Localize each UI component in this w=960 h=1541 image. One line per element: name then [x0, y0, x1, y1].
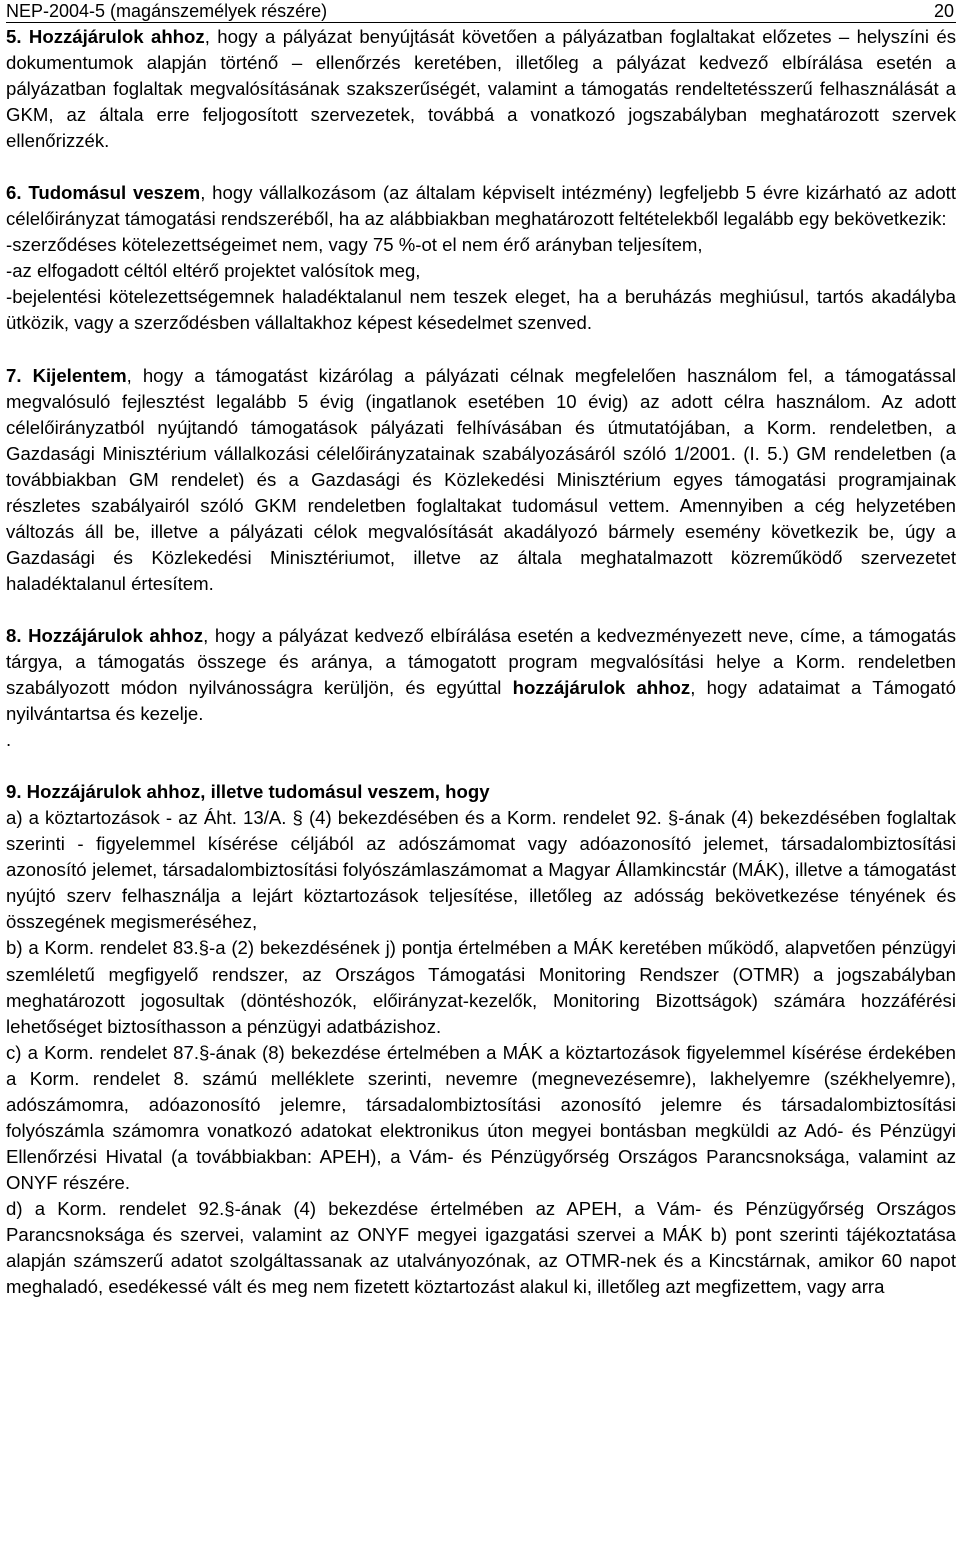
- section-9-item-d: d) a Korm. rendelet 92.§-ának (4) bekezdése értelmében az APEH, a Vám- és Pénzügyőrség Országos Parancsnoksága és szervei, valamint az ONYF megyei igazgatási szervei a MÁK b) pont szerinti tájékoztatása alapján számszerű adatot szolgáltassanak az utalványozónak, az OTMR-nek és a Kincstárnak, amikor 60 napot meghaladó, esedékessé vált és meg nem fizetett köztartozást alakul ki, illetőleg azt megfizettem, vagy arra: [6, 1197, 956, 1298]
- section-6-item-1: -szerződéses kötelezettségeimet nem, vagy 75 %-ot el nem érő arányban teljesítem,: [6, 234, 703, 256]
- page-header: [6, 0, 956, 23]
- section-5: [6, 24, 956, 154]
- section-9-heading-text: 9. Hozzájárulok ahhoz, illetve tudomásul veszem, hogy: [6, 781, 490, 803]
- section-9-item-b: b) a Korm. rendelet 83.§-a (2) bekezdésének j) pontja értelmében a MÁK keretében működő, alapvetően pénzügyi szemléletű megfigyelő rendszer, az Országos Támogatási Monitoring Rendszer (OTMR) a jogszabályban meghatározott jogosultak (döntéshozók, előirányzat-kezelők, Monitoring Bizottságok) számára hozzáférési lehetőséget biztosíthasson a pénzügyi adatbázishoz.: [6, 937, 956, 1037]
- page-number: 20: [933, 1, 954, 21]
- section-6: [6, 180, 956, 232]
- section-8-text-end: , hogy adataimat a Támogató nyilvántartsa és kezelje.: [6, 677, 956, 725]
- header-title: NEP-2004-5 (magánszemélyek részére): [6, 1, 328, 21]
- section-8-dot: .: [6, 729, 12, 751]
- section-5-number: 5.: [6, 26, 22, 47]
- section-5-lead: Hozzájárulok ahhoz: [28, 26, 205, 47]
- section-9-item-c: c) a Korm. rendelet 87.§-ának (8) bekezdése értelmében a MÁK a köztartozások figyelemmel kísérése érdekében a Korm. rendelet 8. számú melléklete szerinti, nevemre (megnevezésemre), lakhelyemre (székhelyemre), adószámomra, adóazonosító jelemre, társadalombiztosítási azonosító jelemre és társadalombiztosítási folyószámla számomra vonatkozó adatokat elektronikus úton megyei bontásban megküldi az Adó- és Pénzügyi Ellenőrzési Hivatal (a továbbiakban: APEH), a Vám- és Pénzügyőrség Országos Parancsnoksága, valamint az ONYF részére.: [6, 1041, 956, 1193]
- document-body: [6, 24, 956, 1300]
- section-7: [6, 363, 956, 597]
- section-5-text: , hogy a pályázat benyújtását követően a pályázatban foglaltakat előzetes – helyszíni és dokumentumok alapján történő – ellenőrzés keretében, illetőleg a pályázat kedvező elbírálása esetén a pályázatban foglaltak megvalósításának szakszerűségét, valamint a támogatás rendeltetésszerű felhasználását a GKM, az általa erre feljogosított szervezetek, továbbá a vonatkozó jogszabályban meghatározott szervek ellenőrizzék.: [6, 26, 956, 152]
- section-8-bold-consent: hozzájárulok ahhoz: [512, 677, 691, 699]
- section-6-item-2: -az elfogadott céltól eltérő projektet valósítok meg,: [6, 260, 421, 282]
- section-7-text: , hogy a támogatást kizárólag a pályázati célnak megfelelően használom fel, a támogatással megvalósuló fejlesztést legalább 5 évig (ingatlanok esetében 10 évig) az adott célra használom. Az adott célelőirányzatból nyújtandó támogatások pályázati felhívásában és útmutatójában, a Korm. rendeletben, a Gazdasági Minisztérium vállalkozási célelőirányzatainak szabályozásáról szóló 1/2001. (I. 5.) GM rendeletben (a továbbiakban GM rendelet) és a Gazdasági és Közlekedési Minisztérium egyes támogatási programjainak részletes szabályairól szóló GKM rendeletben foglaltakat tudomásul vettem. Amennyiben a cég helyzetében változás áll be, illetve a pályázati célok megvalósítását akadályozó bármely esemény következik be, úgy a Gazdasági és Közlekedési Minisztériumot, illetve az általa meghatalmazott közreműködő szervezetet haladéktalanul értesítem.: [6, 364, 956, 594]
- section-9-item-a: a) a köztartozások - az Áht. 13/A. § (4) bekezdésében és a Korm. rendelet 92. §-ának (4) bekezdésében foglaltak szerinti - figyelemmel kísérése céljából az adószámomat vagy adóazonosító jelemet, társadalombiztosítási azonosító jelemet, társadalombiztosítási folyószámlaszámomat a Magyar Államkincstár (MÁK), illetve a támogatást nyújtó szerv felhasználja a lejárt köztartozások teljesítése, illetőleg az adósság bekövetkezése tényének és összegének megismeréséhez,: [6, 807, 956, 933]
- section-7-lead: Kijelentem: [32, 364, 127, 386]
- section-6-number: 6.: [6, 182, 22, 204]
- section-8-lead: Hozzájárulok ahhoz: [28, 624, 204, 646]
- section-9-heading: [6, 779, 956, 805]
- section-7-number: 7.: [6, 364, 22, 386]
- section-8-number: 8.: [6, 624, 22, 646]
- section-8: [6, 623, 956, 727]
- section-6-lead: Tudomásul veszem: [28, 182, 201, 204]
- section-8-text: , hogy a pályázat kedvező elbírálása esetén a kedvezményezett neve, címe, a támogatás tárgya, a támogatás összege és aránya, a támogatott program megvalósítási helye a Korm. rendeletben szabályozott módon nyilvánosságra kerüljön, és egyúttal: [6, 624, 956, 699]
- section-6-item-3: -bejelentési kötelezettségemnek haladéktalanul nem teszek eleget, ha a beruházás meghiúsul, tartós akadályba ütközik, vagy a szerződésben vállaltakhoz képest késedelmet szenved.: [6, 286, 956, 334]
- section-6-text: , hogy vállalkozásom (az általam képviselt intézmény) legfeljebb 5 évre kizárható az adott célelőirányzat támogatási rendszeréből, ha az alábbiakban meghatározott feltételekből legalább egy bekövetkezik:: [6, 182, 957, 230]
